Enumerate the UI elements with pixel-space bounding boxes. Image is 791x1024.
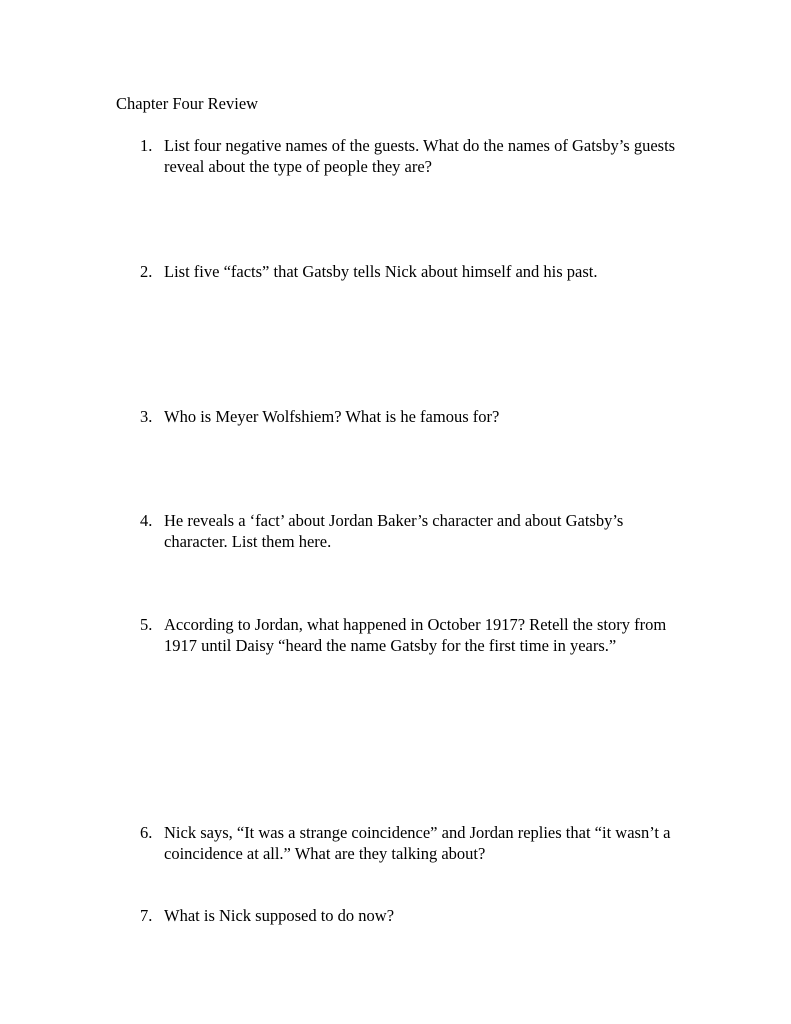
question-number: 7. <box>140 906 153 925</box>
question-item <box>140 614 680 656</box>
document-title: Chapter Four Review <box>116 94 259 113</box>
question-item <box>140 261 680 282</box>
question-text: Nick says, “It was a strange coincidence” and Jordan replies that “it wasn’t a coincidence at all.” What are they talking about? <box>164 823 671 863</box>
question-text: What is Nick supposed to do now? <box>164 906 395 925</box>
question-number: 4. <box>140 511 153 530</box>
question-item <box>140 905 680 926</box>
question-text: List four negative names of the guests. What do the names of Gatsby’s guests reveal about the type of people they are? <box>164 136 676 176</box>
question-item <box>140 510 680 552</box>
question-text: List five “facts” that Gatsby tells Nick about himself and his past. <box>164 262 598 281</box>
question-item <box>140 822 680 864</box>
question-text: Who is Meyer Wolfshiem? What is he famous for? <box>164 407 500 426</box>
question-number: 3. <box>140 407 153 426</box>
question-number: 1. <box>140 136 153 155</box>
question-item <box>140 406 680 427</box>
question-text: According to Jordan, what happened in October 1917? Retell the story from 1917 until Daisy “heard the name Gatsby for the first time in years.” <box>164 615 667 655</box>
question-item <box>140 135 680 177</box>
question-number: 6. <box>140 823 153 842</box>
question-text: He reveals a ‘fact’ about Jordan Baker’s character and about Gatsby’s character. List them here. <box>164 511 624 551</box>
question-number: 2. <box>140 262 153 281</box>
question-number: 5. <box>140 615 153 634</box>
